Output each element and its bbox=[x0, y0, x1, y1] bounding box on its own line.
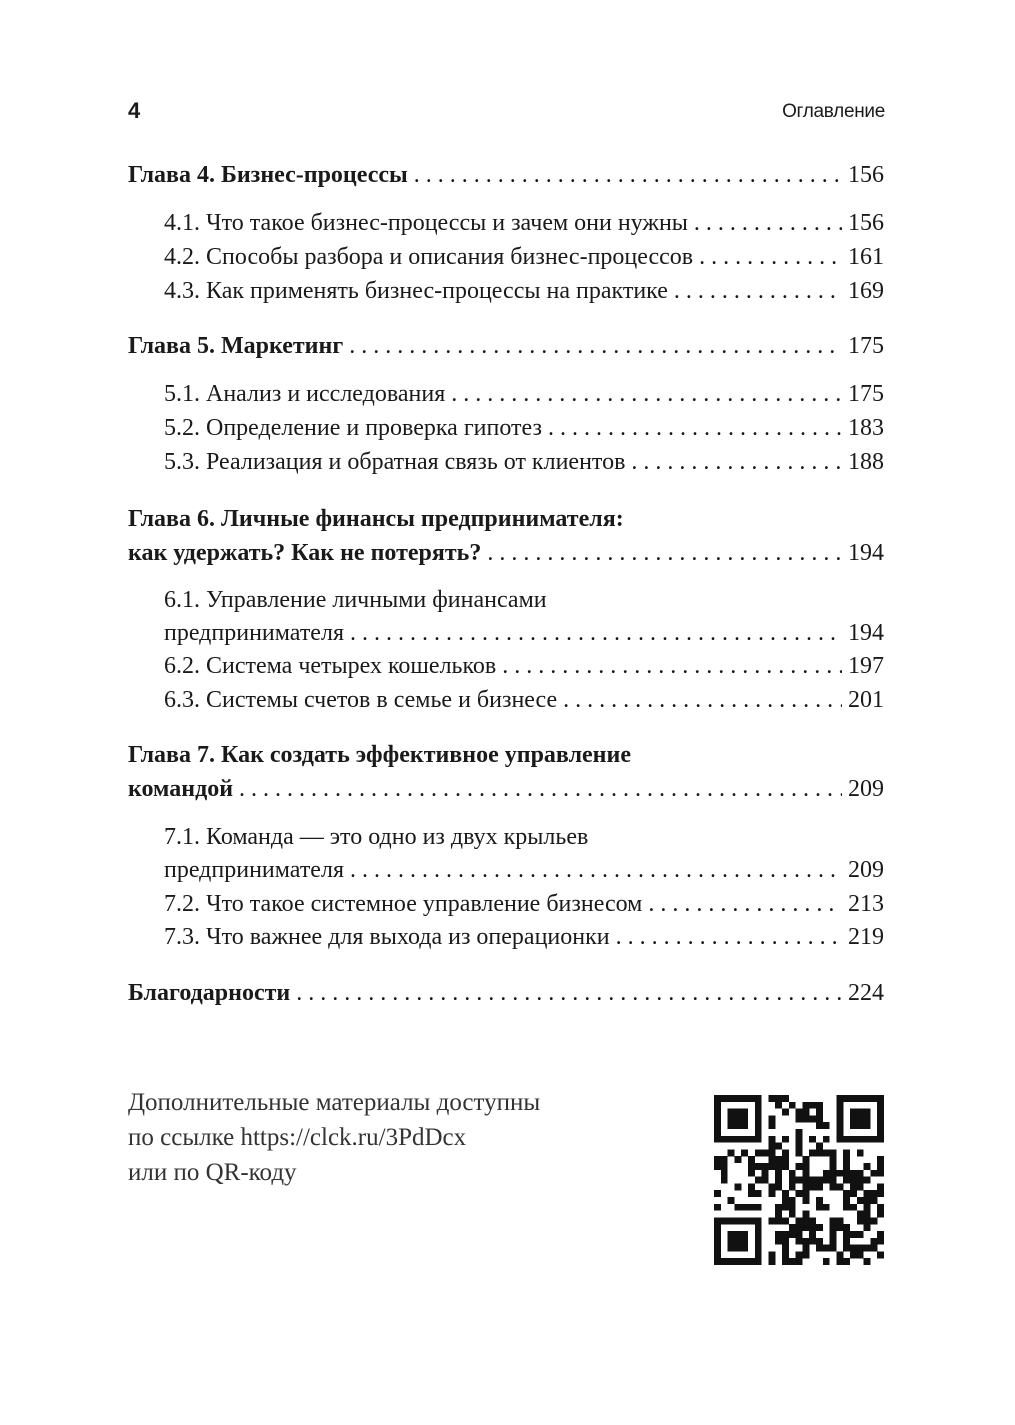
leader-dots bbox=[451, 379, 842, 409]
toc-entry-title: предпринимателя bbox=[164, 620, 344, 646]
toc-entry-chapter-5[interactable] bbox=[128, 331, 884, 361]
toc-entry-title: 4.1. Что такое бизнес-процессы и зачем они нужны bbox=[164, 210, 688, 236]
toc-entry-page: 169 bbox=[848, 278, 884, 304]
toc-entry-title: 4.2. Способы разбора и описания бизнес-процессов bbox=[164, 244, 694, 270]
toc-entry-title: как удержать? Как не потерять? bbox=[128, 540, 482, 566]
leader-dots bbox=[648, 889, 842, 919]
toc-entry-page: 213 bbox=[848, 891, 884, 917]
toc-entry-4-2[interactable] bbox=[164, 242, 884, 272]
leader-dots bbox=[296, 978, 842, 1008]
toc-entry-page: 161 bbox=[848, 244, 884, 270]
leader-dots bbox=[350, 855, 842, 885]
leader-dots bbox=[548, 413, 842, 443]
toc-entry-page: 183 bbox=[848, 415, 884, 441]
additional-materials-note bbox=[128, 1085, 540, 1190]
leader-dots bbox=[349, 331, 842, 361]
toc-entry-7-2[interactable] bbox=[164, 889, 884, 919]
toc-entry-6-1[interactable] bbox=[164, 618, 884, 648]
toc-entry-chapter-6-line1[interactable]: Глава 6. Личные финансы предпринимателя: bbox=[128, 506, 624, 532]
running-header: Оглавление bbox=[782, 101, 885, 122]
toc-entry-page: 219 bbox=[848, 924, 884, 950]
toc-entry-6-1-line1[interactable]: 6.1. Управление личными финансами bbox=[164, 587, 547, 613]
toc-entry-page: 209 bbox=[848, 857, 884, 883]
toc-entry-4-1[interactable] bbox=[164, 208, 884, 238]
leader-dots bbox=[694, 208, 842, 238]
toc-entry-title: предпринимателя bbox=[164, 857, 344, 883]
toc-entry-7-3[interactable] bbox=[164, 922, 884, 952]
page-number: 4 bbox=[128, 98, 141, 123]
toc-entry-chapter-6[interactable] bbox=[128, 538, 884, 568]
leader-dots bbox=[502, 651, 842, 681]
leader-dots bbox=[674, 276, 842, 306]
qr-code-icon[interactable] bbox=[714, 1095, 884, 1265]
toc-entry-title: Благодарности bbox=[128, 980, 291, 1006]
toc-entry-page: 175 bbox=[848, 333, 884, 359]
toc-entry-title: командой bbox=[128, 776, 234, 802]
toc-entry-title: 7.3. Что важнее для выхода из операционки bbox=[164, 924, 610, 950]
note-line-3: или по QR-коду bbox=[128, 1159, 297, 1186]
toc-entry-chapter-7-line1[interactable]: Глава 7. Как создать эффективное управление bbox=[128, 742, 631, 768]
leader-dots bbox=[487, 538, 842, 568]
toc-entry-title: 4.3. Как применять бизнес-процессы на практике bbox=[164, 278, 668, 304]
toc-entry-title: 7.2. Что такое системное управление бизнесом bbox=[164, 891, 643, 917]
toc-entry-chapter-4[interactable] bbox=[128, 160, 884, 190]
toc-entry-title: 5.1. Анализ и исследования bbox=[164, 381, 446, 407]
toc-entry-5-3[interactable] bbox=[164, 447, 884, 477]
leader-dots bbox=[563, 685, 842, 715]
toc-entry-page: 188 bbox=[848, 449, 884, 475]
toc-entry-page: 197 bbox=[848, 653, 884, 679]
toc-entry-title: Глава 4. Бизнес-процессы bbox=[128, 162, 408, 188]
toc-entry-page: 175 bbox=[848, 381, 884, 407]
toc-entry-4-3[interactable] bbox=[164, 276, 884, 306]
toc-entry-page: 209 bbox=[848, 776, 884, 802]
toc-entry-7-1-line1[interactable]: 7.1. Команда — это одно из двух крыльев bbox=[164, 824, 589, 850]
toc-entry-7-1[interactable] bbox=[164, 855, 884, 885]
toc-entry-acknowledgements[interactable] bbox=[128, 978, 884, 1008]
leader-dots bbox=[699, 242, 842, 272]
toc-entry-page: 156 bbox=[848, 162, 884, 188]
toc-entry-title: 5.2. Определение и проверка гипотез bbox=[164, 415, 542, 441]
note-line-2[interactable]: по ссылке https://clck.ru/3PdDcx bbox=[128, 1124, 467, 1151]
toc-entry-page: 194 bbox=[848, 540, 884, 566]
toc-entry-page: 194 bbox=[848, 620, 884, 646]
leader-dots bbox=[414, 160, 842, 190]
toc-entry-title: 6.3. Системы счетов в семье и бизнесе bbox=[164, 687, 558, 713]
leader-dots bbox=[350, 618, 842, 648]
leader-dots bbox=[239, 774, 842, 804]
note-line-1: Дополнительные материалы доступны bbox=[128, 1089, 541, 1116]
toc-entry-5-1[interactable] bbox=[164, 379, 884, 409]
toc-entry-title: 6.2. Система четырех кошельков bbox=[164, 653, 497, 679]
toc-entry-6-3[interactable] bbox=[164, 685, 884, 715]
toc-entry-page: 224 bbox=[848, 980, 884, 1006]
toc-entry-5-2[interactable] bbox=[164, 413, 884, 443]
toc-entry-page: 156 bbox=[848, 210, 884, 236]
toc-entry-chapter-7[interactable] bbox=[128, 774, 884, 804]
toc-entry-page: 201 bbox=[848, 687, 884, 713]
toc-entry-title: 5.3. Реализация и обратная связь от клиентов bbox=[164, 449, 626, 475]
leader-dots bbox=[631, 447, 842, 477]
toc-entry-6-2[interactable] bbox=[164, 651, 884, 681]
leader-dots bbox=[616, 922, 842, 952]
toc-entry-title: Глава 5. Маркетинг bbox=[128, 333, 344, 359]
